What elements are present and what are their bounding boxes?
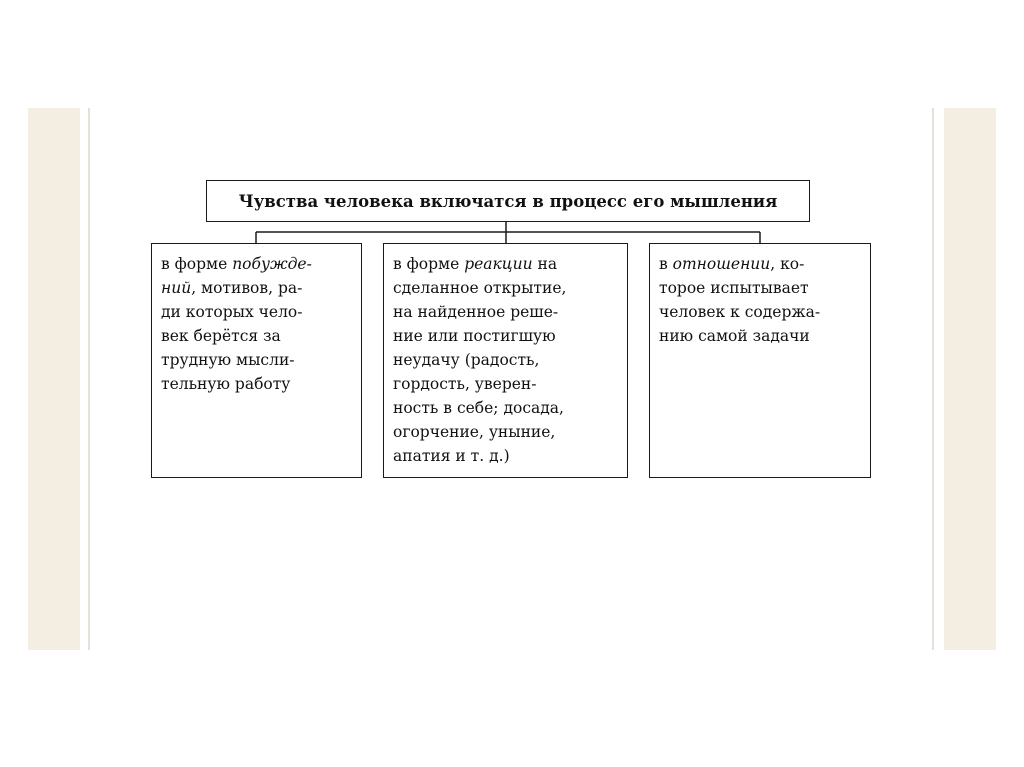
- text-segment: , ко-: [770, 255, 805, 273]
- column-text-line: [161, 276, 352, 300]
- column-text-line: [393, 396, 618, 420]
- diagram-title: Чувства человека включатся в процесс его мышления: [238, 191, 778, 211]
- text-segment: , мотивов, ра-: [191, 279, 303, 297]
- column-text-line: [393, 300, 618, 324]
- text-segment: человек к содержа-: [659, 303, 821, 321]
- text-segment: нию самой задачи: [659, 327, 810, 345]
- column-box-motives: [151, 243, 362, 478]
- text-segment: побужде-: [232, 255, 312, 273]
- text-segment: огорчение, уныние,: [393, 423, 556, 441]
- column-box-attitude: [649, 243, 871, 478]
- column-text-line: [659, 300, 861, 324]
- column-text-line: [393, 276, 618, 300]
- column-text-line: [393, 324, 618, 348]
- text-segment: трудную мысли-: [161, 351, 295, 369]
- text-segment: на найденное реше-: [393, 303, 559, 321]
- column-text-line: [161, 324, 352, 348]
- text-segment: в форме: [161, 255, 233, 273]
- column-text-line: [393, 420, 618, 444]
- text-segment: в: [659, 255, 673, 273]
- column-text-line: [659, 276, 861, 300]
- text-segment: торое испытывает: [659, 279, 809, 297]
- text-segment: ний: [161, 279, 192, 297]
- column-text-line: [393, 372, 618, 396]
- text-segment: сделанное открытие,: [393, 279, 567, 297]
- diagram-title-box: [206, 180, 810, 222]
- column-text-line: [161, 348, 352, 372]
- column-text-line: [393, 252, 618, 276]
- column-text-line: [393, 444, 618, 468]
- column-text-line: [161, 300, 352, 324]
- text-segment: гордость, уверен-: [393, 375, 537, 393]
- text-segment: ние или постигшую: [393, 327, 556, 345]
- column-text-line: [393, 348, 618, 372]
- column-text-line: [659, 252, 861, 276]
- text-segment: апатия и т. д.): [393, 447, 510, 465]
- text-segment: отношении: [672, 255, 771, 273]
- text-segment: реакции: [464, 255, 533, 273]
- column-text-line: [161, 372, 352, 396]
- text-segment: на: [532, 255, 558, 273]
- text-segment: в форме: [393, 255, 465, 273]
- text-segment: ди которых чело-: [161, 303, 303, 321]
- column-text-line: [659, 324, 861, 348]
- column-text-line: [161, 252, 352, 276]
- text-segment: ность в себе; досада,: [393, 399, 564, 417]
- column-box-reactions: [383, 243, 628, 478]
- text-segment: век берётся за: [161, 327, 281, 345]
- text-segment: неудачу (радость,: [393, 351, 540, 369]
- text-segment: тельную работу: [161, 375, 291, 393]
